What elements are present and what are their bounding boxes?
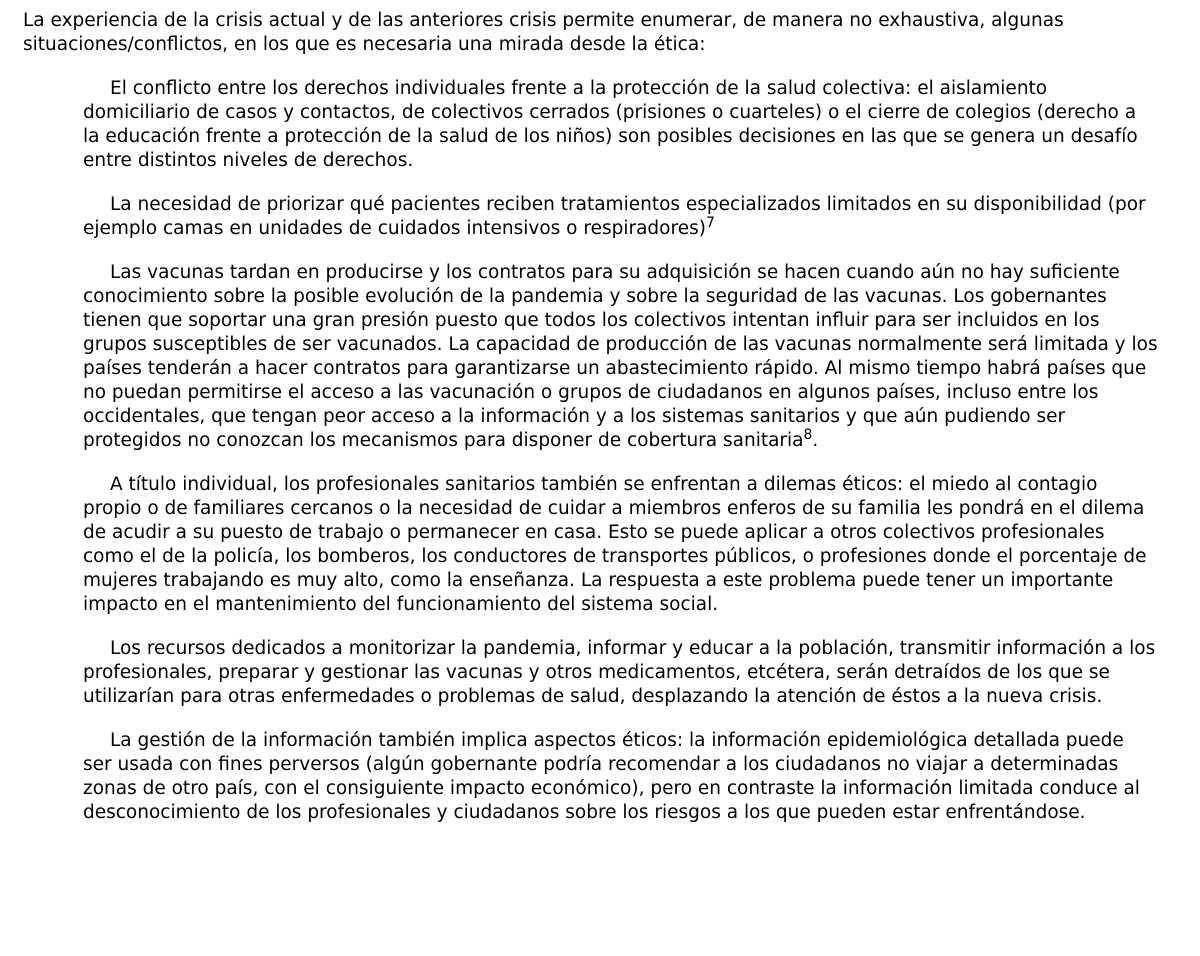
list-item [83,77,1158,173]
list-item [83,193,1158,241]
intro-paragraph: La experiencia de la crisis actual y de las anteriores crisis permite enumerar, de manera no exhaustiva, algunas situaciones/conflictos, en los que es necesaria una mirada desde la ética: [23,10,1064,55]
list-item-text: El conflicto entre los derechos individuales frente a la protección de la salud colectiva: el aislamiento domiciliario de casos y contactos, de colectivos cerrados (prisiones o cuarteles) o el cierre de colegios (derecho a la educación frente a protección de la salud de los niños) son posibles decisiones en las que se genera un desafío entre distintos niveles de derechos. [83,78,1138,171]
list-item-text: Los recursos dedicados a monitorizar la pandemia, informar y educar a la población, transmitir información a los profesionales, preparar y gestionar las vacunas y otros medicamentos, etcétera, serán detraídos de los que se utilizarían para otras enfermedades o problemas de salud, desplazando la atención de éstos a la nueva crisis. [83,638,1156,707]
list-item [83,261,1158,453]
footnote-reference[interactable]: 8 [803,426,813,443]
list-item-text: Las vacunas tardan en producirse y los contratos para su adquisición se hacen cuando aún no hay suficiente conocimiento sobre la posible evolución de la pandemia y sobre la seguridad de las vacunas. Los gobernantes tienen que soportar una gran presión puesto que todos los colectivos intentan influir para ser incluidos en los grupos susceptibles de ser vacunados. La capacidad de producción de las vacunas normalmente será limitada y los países tenderán a hacer contratos para garantizarse un abastecimiento rápido. Al mismo tiempo habrá países que no puedan permitirse el acceso a las vacunación o grupos de ciudadanos en algunos países, incluso entre los occidentales, que tengan peor acceso a la información y a los sistemas sanitarios y que aún pudiendo ser protegidos no conozcan los mecanismos para disponer de cobertura sanitaria [83,262,1158,451]
list-item-trailing-punctuation: . [812,430,819,451]
list-item-text: La gestión de la información también implica aspectos éticos: la información epidemiológica detallada puede ser usada con fines perversos (algún gobernante podría recomendar a los ciudadanos no viajar a determinadas zonas de otro país, con el consiguiente impacto económico), pero en contraste la información limitada conduce al desconocimiento de los profesionales y ciudadanos sobre los riesgos a los que pueden estar enfrentándose. [83,730,1140,823]
list-item [83,473,1158,617]
list-item [83,729,1158,825]
list-item [83,637,1158,709]
document-body [23,9,1183,825]
footnote-reference[interactable]: 7 [705,214,715,231]
list-item-text: La necesidad de priorizar qué pacientes reciben tratamientos especializados limitados en su disponibilidad (por ejemplo camas en unidades de cuidados intensivos o respiradores) [83,194,1146,239]
list-item-text: A título individual, los profesionales sanitarios también se enfrentan a dilemas éticos: el miedo al contagio propio o de familiares cercanos o la necesidad de cuidar a miembros enferos de su familia les pondrá en el dilema de acudir a su puesto de trabajo o permanecer en casa. Esto se puede aplicar a otros colectivos profesionales como el de la policía, los bomberos, los conductores de transportes públicos, o profesiones donde el porcentaje de mujeres trabajando es muy alto, como la enseñanza. La respuesta a este problema puede tener un importante impacto en el mantenimiento del funcionamiento del sistema social. [83,474,1147,615]
